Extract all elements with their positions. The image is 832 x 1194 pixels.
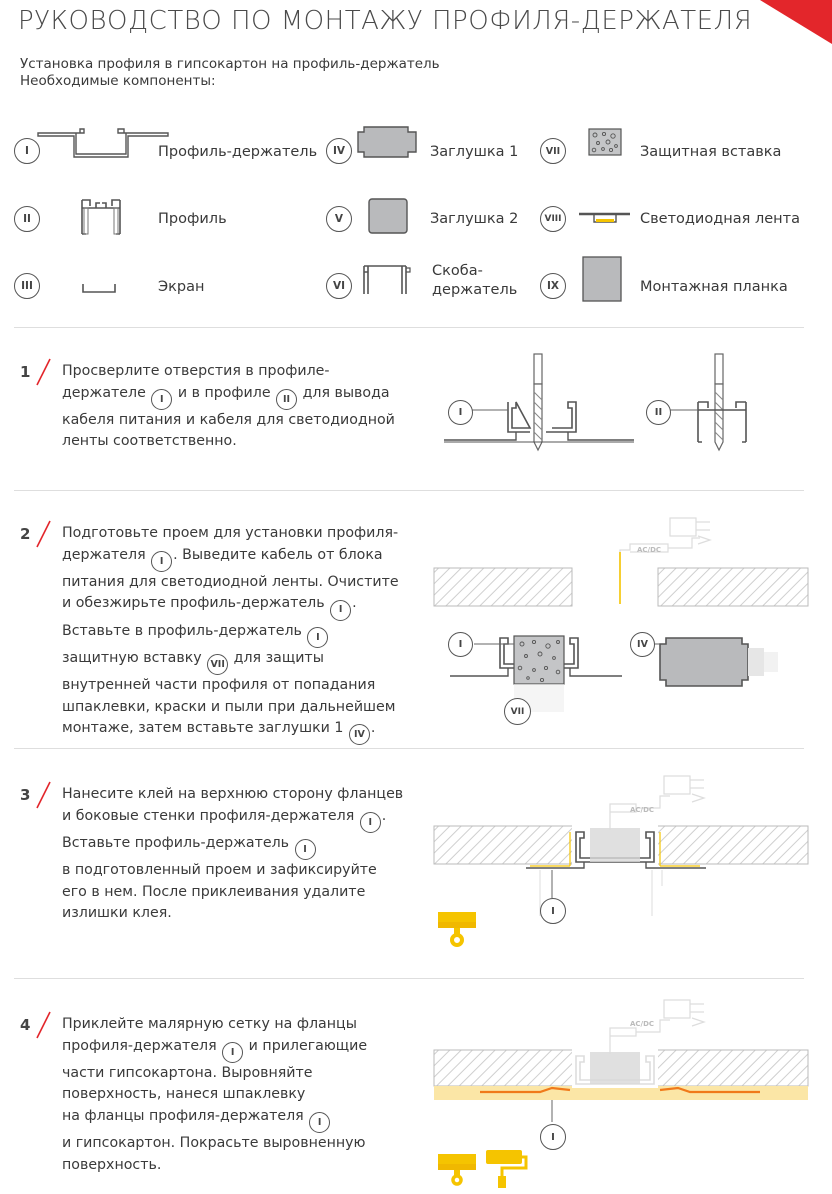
step-1-number: 1 bbox=[20, 363, 31, 381]
component-reference-i: I bbox=[222, 1042, 243, 1063]
step-text-segment: монтаже, затем вставьте заглушки 1 bbox=[62, 720, 348, 736]
section-divider bbox=[14, 978, 804, 979]
step-text-line bbox=[62, 1036, 412, 1063]
step-text-line bbox=[62, 697, 412, 719]
step-text-segment: поверхность. bbox=[62, 1156, 162, 1173]
component-label-vii: Защитная вставка bbox=[640, 144, 782, 160]
step-text-line bbox=[62, 882, 412, 904]
step-text-segment: держателе bbox=[62, 384, 151, 401]
component-reference-i: I bbox=[307, 627, 328, 648]
step-4-text bbox=[62, 1014, 412, 1176]
step-text-line bbox=[62, 545, 412, 572]
step-3-power-supply-label: AC/DC bbox=[630, 806, 655, 814]
step-text-line bbox=[62, 523, 412, 545]
component-number-viii: VIII bbox=[540, 206, 566, 232]
section-divider bbox=[14, 327, 804, 328]
component-label-ix: Монтажная планка bbox=[640, 279, 788, 295]
led-strip-icon bbox=[578, 210, 634, 230]
component-reference-vii: VII bbox=[207, 654, 228, 675]
step-3-diagram bbox=[430, 766, 830, 966]
component-number-i: I bbox=[14, 138, 40, 164]
step-3-slash bbox=[34, 780, 54, 810]
section-divider bbox=[14, 748, 804, 749]
step-text-segment: шпаклевки, краски и пыли при дальнейшем bbox=[62, 698, 396, 715]
component-reference-i: I bbox=[309, 1112, 330, 1133]
step-2-callout-iv: IV bbox=[630, 632, 655, 657]
step-text-line bbox=[62, 784, 412, 806]
step-text-segment: и гипсокартон. Покрасьте выровненную bbox=[62, 1135, 366, 1151]
step-text-line bbox=[62, 1084, 412, 1106]
step-1-slash bbox=[34, 357, 54, 387]
step-text-segment: поверхность, нанеся шпаклевку bbox=[62, 1086, 306, 1103]
intro-text bbox=[20, 56, 440, 90]
step-text-segment: Подготовьте проем для установки профиля- bbox=[62, 525, 399, 541]
step-text-segment: в подготовленный проем и зафиксируйте bbox=[62, 862, 377, 878]
component-number-ii: II bbox=[14, 206, 40, 232]
step-text-line bbox=[62, 383, 412, 410]
component-reference-ii: II bbox=[276, 389, 297, 410]
bracket-holder-icon bbox=[362, 258, 416, 298]
step-2-callout-vii: VII bbox=[504, 698, 531, 725]
step-3-callout-i: I bbox=[540, 898, 566, 924]
component-reference-i: I bbox=[360, 812, 381, 833]
step-text-segment: . bbox=[381, 807, 387, 824]
step-1-callout-i: I bbox=[448, 400, 473, 425]
component-number-vi: VI bbox=[326, 273, 352, 299]
step-text-segment: профиля-держателя bbox=[62, 1037, 222, 1054]
component-number-v: V bbox=[326, 206, 352, 232]
step-text-segment: Вставьте в профиль-держатель bbox=[62, 622, 307, 639]
step-1-callout-ii: II bbox=[646, 400, 671, 425]
step-text-segment: для вывода bbox=[298, 384, 390, 401]
step-text-segment: Просверлите отверстия в профиле- bbox=[62, 363, 330, 379]
component-reference-i: I bbox=[151, 551, 172, 572]
component-number-iv: IV bbox=[326, 138, 352, 164]
step-text-segment: . Выведите кабель от блока bbox=[173, 546, 383, 563]
step-text-line bbox=[62, 572, 412, 594]
step-text-segment: на фланцы профиля-держателя bbox=[62, 1107, 309, 1124]
step-2-diagram bbox=[430, 508, 830, 728]
component-number-ix: IX bbox=[540, 273, 566, 299]
component-label-vi-line-2: держатель bbox=[432, 282, 518, 298]
step-text-segment: внутренней части профиля от попадания bbox=[62, 677, 376, 693]
step-text-line bbox=[62, 1133, 412, 1155]
step-text-line bbox=[62, 1014, 412, 1036]
step-text-line bbox=[62, 361, 412, 383]
step-text-segment: . bbox=[370, 720, 376, 736]
intro-line-2: Необходимые компоненты: bbox=[20, 73, 216, 89]
step-text-line bbox=[62, 1155, 412, 1177]
component-label-iv: Заглушка 1 bbox=[430, 144, 519, 160]
step-text-segment: Нанесите клей на верхнюю сторону фланцев bbox=[62, 786, 404, 802]
step-1-diagram bbox=[430, 352, 830, 472]
step-text-line bbox=[62, 718, 412, 745]
screen-icon bbox=[82, 282, 122, 296]
step-text-segment: кабеля питания и кабеля для светодиодной bbox=[62, 411, 395, 428]
component-label-vi bbox=[432, 262, 517, 300]
step-4-slash bbox=[34, 1010, 54, 1040]
step-text-line bbox=[62, 621, 412, 648]
intro-line-1: Установка профиля в гипсокартон на профиль-держатель bbox=[20, 56, 440, 72]
component-reference-i: I bbox=[330, 600, 351, 621]
step-text-line bbox=[62, 1106, 412, 1133]
step-text-line bbox=[62, 675, 412, 697]
step-text-line bbox=[62, 860, 412, 882]
profile-icon bbox=[78, 198, 128, 238]
mounting-plate-icon bbox=[582, 256, 626, 304]
step-text-segment: и прилегающие bbox=[244, 1037, 368, 1054]
holder-profile-icon bbox=[38, 124, 173, 164]
step-text-line bbox=[62, 648, 412, 675]
step-3-number: 3 bbox=[20, 786, 31, 804]
step-text-line bbox=[62, 593, 412, 620]
step-text-segment: . bbox=[352, 595, 357, 612]
step-1-text bbox=[62, 361, 412, 453]
component-reference-i: I bbox=[295, 839, 316, 860]
end-cap-2-icon bbox=[368, 198, 410, 238]
component-reference-i: I bbox=[151, 389, 172, 410]
section-divider bbox=[14, 490, 804, 491]
step-text-segment: его в нем. После приклеивания удалите bbox=[62, 883, 366, 900]
step-text-line bbox=[62, 806, 412, 833]
step-text-segment: и обезжирьте профиль-держатель bbox=[62, 595, 330, 612]
step-text-segment: части гипсокартона. Выровняйте bbox=[62, 1064, 313, 1081]
step-text-line bbox=[62, 833, 412, 860]
component-label-vi-line-1: Скоба- bbox=[432, 263, 483, 279]
step-text-segment: излишки клея. bbox=[62, 905, 172, 921]
step-3-text bbox=[62, 784, 412, 925]
step-text-segment: и боковые стенки профиля-держателя bbox=[62, 807, 359, 824]
step-2-number: 2 bbox=[20, 525, 31, 543]
step-text-segment: держателя bbox=[62, 546, 151, 563]
step-2-callout-i: I bbox=[448, 632, 473, 657]
step-text-segment: Вставьте профиль-держатель bbox=[62, 834, 294, 851]
step-text-segment: ленты соответственно. bbox=[62, 433, 237, 450]
component-label-i: Профиль-держатель bbox=[158, 144, 318, 160]
step-4-power-supply-label: AC/DC bbox=[630, 1020, 655, 1028]
step-text-segment: питания для светодиодной ленты. Очистите bbox=[62, 573, 399, 590]
step-2-slash bbox=[34, 519, 54, 549]
component-label-v: Заглушка 2 bbox=[430, 211, 519, 227]
step-text-line bbox=[62, 410, 412, 432]
step-text-segment: для защиты bbox=[229, 649, 324, 666]
protective-insert-icon bbox=[588, 128, 624, 160]
step-text-segment: защитную вставку bbox=[62, 649, 207, 666]
step-text-line bbox=[62, 1063, 412, 1085]
component-label-viii: Светодиодная лента bbox=[640, 211, 800, 227]
component-number-iii: III bbox=[14, 273, 40, 299]
step-text-segment: Приклейте малярную сетку на фланцы bbox=[62, 1016, 357, 1032]
step-text-line bbox=[62, 903, 412, 925]
corner-accent bbox=[760, 0, 832, 44]
step-2-power-supply-label: AC/DC bbox=[637, 546, 662, 554]
step-4-callout-i: I bbox=[540, 1124, 566, 1150]
component-label-ii: Профиль bbox=[158, 211, 227, 227]
step-2-text bbox=[62, 523, 412, 745]
component-number-vii: VII bbox=[540, 138, 566, 164]
step-text-line bbox=[62, 431, 412, 453]
component-label-iii: Экран bbox=[158, 279, 205, 295]
page-title: РУКОВОДСТВО ПО МОНТАЖУ ПРОФИЛЯ-ДЕРЖАТЕЛЯ bbox=[18, 6, 753, 36]
component-reference-iv: IV bbox=[349, 724, 370, 745]
step-4-number: 4 bbox=[20, 1016, 31, 1034]
step-text-segment: и в профиле bbox=[173, 384, 276, 401]
end-cap-1-icon bbox=[356, 124, 420, 162]
